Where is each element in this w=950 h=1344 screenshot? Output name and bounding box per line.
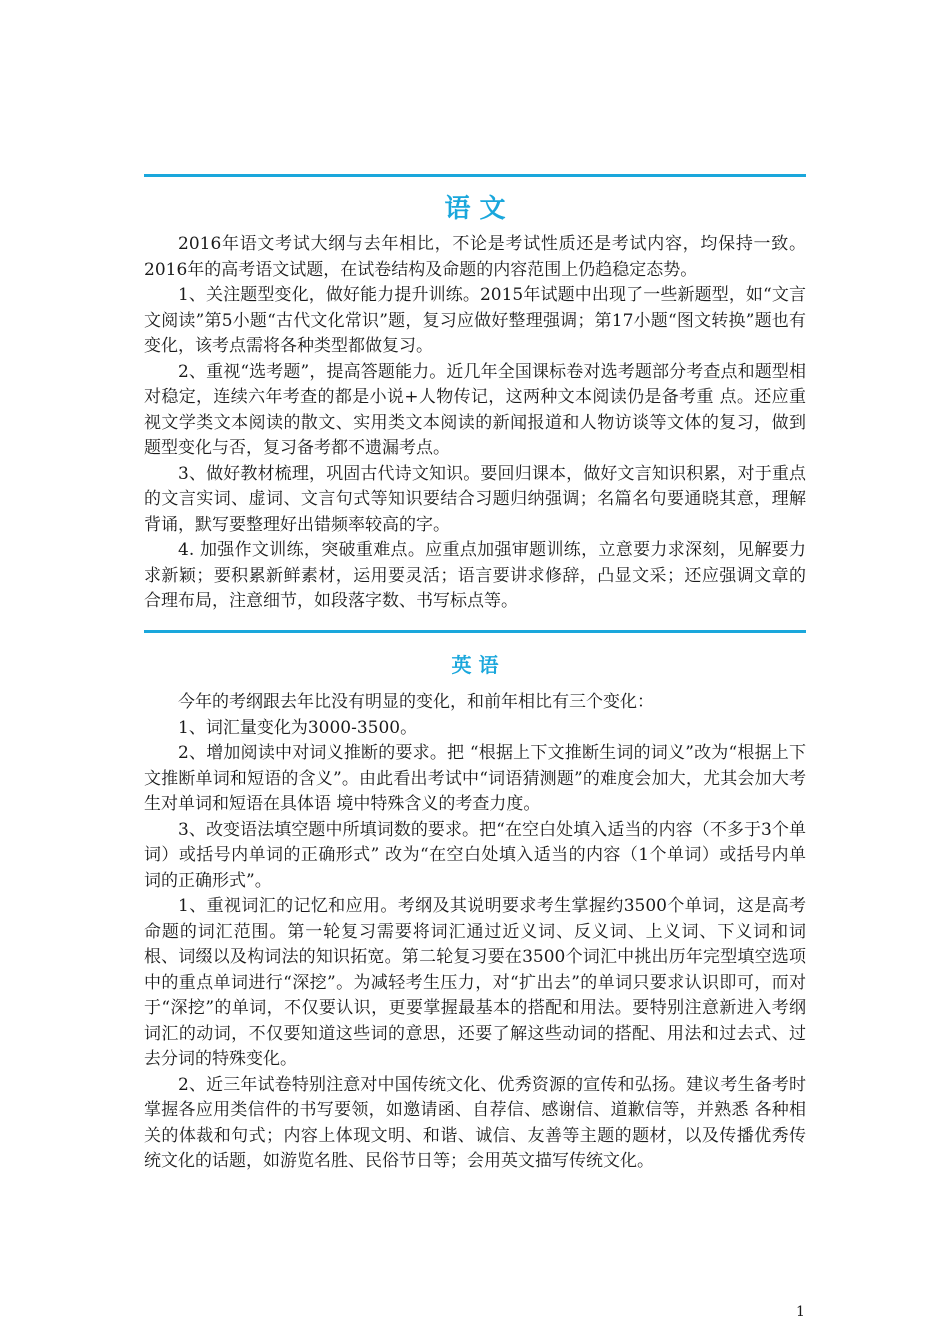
section-title-chinese: 语 文 [444, 194, 506, 224]
paragraph: 今年的考纲跟去年比没有明显的变化，和前年相比有三个变化： [178, 692, 654, 712]
paragraph: 3、做好教材梳理，巩固古代诗文知识。要回归课本，做好文言知识积累，对于重点的文言实词、虚词、文言句式等知识要结合习题归纳强调；名篇名句要通晓其意，理解背诵，默写要整理好出错频率较高的字。 [144, 463, 806, 535]
paragraph: 2016年语文考试大纲与去年相比，不论是考试性质还是考试内容，均保持一致。2016年的高考语文试题，在试卷结构及命题的内容范围上仍趋稳定态势。 [144, 234, 806, 280]
paragraph: 1、关注题型变化，做好能力提升训练。2015年试题中出现了一些新题型，如“文言文阅读”第5小题“古代文化常识”题，复习应做好整理强调；第17小题“图文转换”题也有变化，该考点需将各种类型都做复习。 [144, 285, 806, 356]
section-divider-chinese [144, 174, 806, 177]
page-number: 1 [796, 1304, 805, 1320]
paragraph: 4. 加强作文训练，突破重难点。应重点加强审题训练，立意要力求深刻，见解要力求新颖；要积累新鲜素材，运用要灵活；语言要讲求修辞，凸显文采；还应强调文章的合理布局，注意细节，如段落字数、书写标点等。 [144, 540, 806, 611]
paragraph: 3、改变语法填空题中所填词数的要求。把“在空白处填入适当的内容（不多于3个单词）或括号内单词的正确形式” 改为“在空白处填入适当的内容（1个单词）或括号内单词的正确形式”。 [144, 819, 806, 891]
paragraph: 2、近三年试卷特别注意对中国传统文化、优秀资源的宣传和弘扬。建议考生备考时掌握各应用类信件的书写要领，如邀请函、自荐信、感谢信、道歉信等，并熟悉 各种相关的体裁和句式；内容上体现文明、和谐、诚信、友善等主题的题材，以及传播优秀传统文化的话题，如游览名胜、民俗节日等；会用英文描写传统文化。 [144, 1074, 806, 1171]
paragraph: 1、重视词汇的记忆和应用。考纲及其说明要求考生掌握约3500个单词，这是高考命题的词汇范围。第一轮复习需要将词汇通过近义词、反义词、上义词、下义词和词根、词缀以及构词法的知识拓宽。第二轮复习要在3500个词汇中挑出历年完型填空选项中的重点单词进行“深挖”。为减轻考生压力，对“扩出去”的单词只要求认识即可，而对于“深挖”的单词，不仅要认识，更要掌握最基本的搭配和用法。要特别注意新进入考纲词汇的动词，不仅要知道这些词的意思，还要了解这些动词的搭配、用法和过去式、过去分词的特殊变化。 [144, 896, 806, 1069]
english-body [144, 690, 806, 1175]
chinese-body [144, 232, 806, 615]
section-divider-english [144, 630, 806, 633]
section-title-english: 英 语 [451, 653, 499, 677]
paragraph: 2、增加阅读中对词义推断的要求。把 “根据上下文推断生词的词义”改为“根据上下文推断单词和短语的含义”。由此看出考试中“词语猜测题”的难度会加大，尤其会加大考生对单词和短语在具体语 境中特殊含义的考查力度。 [144, 743, 806, 814]
paragraph: 2、重视“选考题”，提高答题能力。近几年全国课标卷对选考题部分考查点和题型相对稳定，连续六年考查的都是小说+人物传记，这两种文本阅读仍是备考重 点。还应重视文学类文本阅读的散文、实用类文本阅读的新闻报道和人物访谈等文体的复习，做到题型变化与否，复习备考都不遗漏考点。 [144, 361, 806, 458]
paragraph: 1、词汇量变化为3000-3500。 [178, 717, 418, 738]
